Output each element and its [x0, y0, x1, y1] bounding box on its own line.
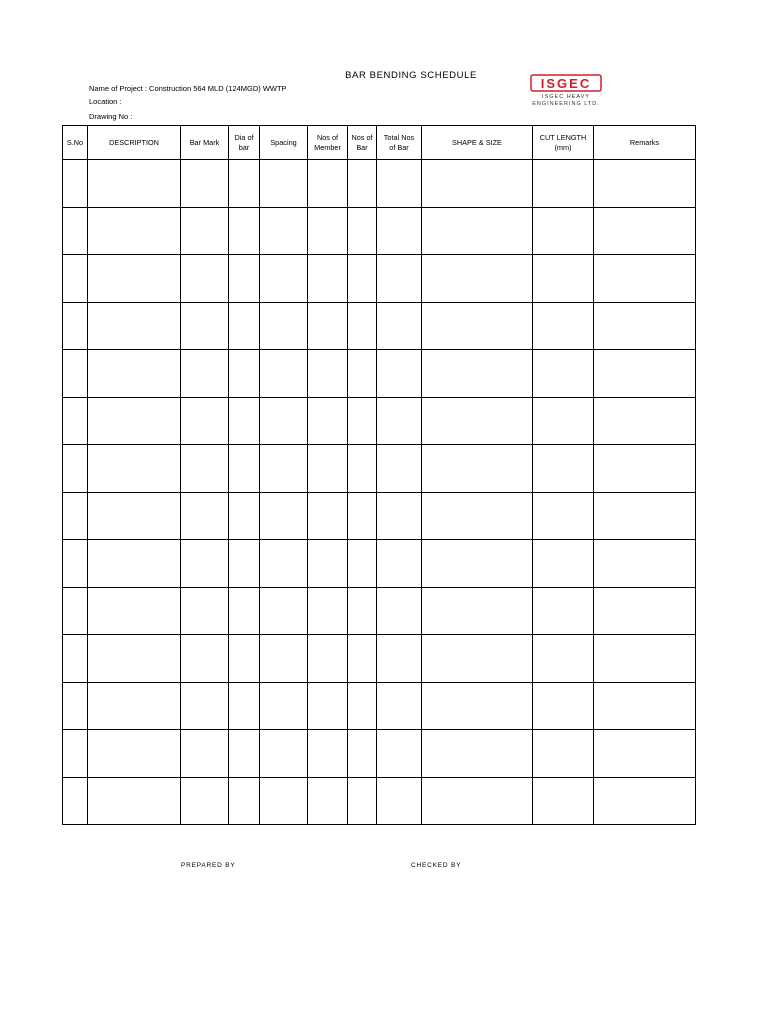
table-cell[interactable] — [181, 255, 229, 303]
table-cell[interactable] — [181, 587, 229, 635]
document-title: BAR BENDING SCHEDULE — [345, 70, 477, 81]
col-nos-bar-header: Nos of Bar — [348, 126, 377, 160]
table-cell[interactable] — [422, 207, 533, 255]
table-row — [63, 635, 696, 683]
table-cell[interactable] — [88, 302, 181, 350]
table-row — [63, 540, 696, 588]
table-cell[interactable] — [229, 682, 260, 730]
logo-wordmark: ISGEC — [540, 76, 592, 91]
table-cell[interactable] — [422, 445, 533, 493]
table-cell[interactable] — [260, 540, 308, 588]
table-cell[interactable] — [63, 445, 88, 493]
table-cell[interactable] — [594, 160, 696, 208]
table-cell[interactable] — [308, 730, 348, 778]
table-cell[interactable] — [533, 777, 594, 825]
table-row — [63, 302, 696, 350]
project-name: Name of Project : Construction 564 MLD (124MGD) WWTP — [89, 84, 287, 93]
table-row — [63, 492, 696, 540]
table-cell[interactable] — [229, 160, 260, 208]
table-cell[interactable] — [422, 635, 533, 683]
drawing-number-field: Drawing No : — [89, 112, 133, 121]
table-cell[interactable] — [308, 302, 348, 350]
table-cell[interactable] — [229, 207, 260, 255]
table-cell[interactable] — [348, 635, 377, 683]
table-cell[interactable] — [377, 160, 422, 208]
table-cell[interactable] — [308, 540, 348, 588]
table-cell[interactable] — [348, 350, 377, 398]
table-cell[interactable] — [88, 255, 181, 303]
table-cell[interactable] — [377, 350, 422, 398]
table-cell[interactable] — [594, 302, 696, 350]
table-cell[interactable] — [422, 350, 533, 398]
table-cell[interactable] — [377, 492, 422, 540]
table-row — [63, 777, 696, 825]
table-cell[interactable] — [377, 635, 422, 683]
table-cell[interactable] — [181, 445, 229, 493]
table-cell[interactable] — [260, 587, 308, 635]
table-cell[interactable] — [348, 730, 377, 778]
table-cell[interactable] — [181, 350, 229, 398]
table-cell[interactable] — [594, 397, 696, 445]
table-cell[interactable] — [422, 397, 533, 445]
table-cell[interactable] — [181, 492, 229, 540]
table-cell[interactable] — [229, 730, 260, 778]
table-cell[interactable] — [422, 255, 533, 303]
table-cell[interactable] — [348, 587, 377, 635]
table-cell[interactable] — [260, 445, 308, 493]
table-cell[interactable] — [533, 397, 594, 445]
table-cell[interactable] — [88, 635, 181, 683]
table-cell[interactable] — [348, 445, 377, 493]
table-cell[interactable] — [88, 445, 181, 493]
table-cell[interactable] — [594, 207, 696, 255]
table-cell[interactable] — [181, 682, 229, 730]
col-spacing-header: Spacing — [260, 126, 308, 160]
table-cell[interactable] — [533, 682, 594, 730]
table-cell[interactable] — [229, 302, 260, 350]
table-cell[interactable] — [594, 587, 696, 635]
table-cell[interactable] — [348, 777, 377, 825]
table-cell[interactable] — [229, 445, 260, 493]
table-cell[interactable] — [181, 160, 229, 208]
col-sno-header: S.No — [63, 126, 88, 160]
table-cell[interactable] — [422, 160, 533, 208]
table-cell[interactable] — [63, 255, 88, 303]
table-cell[interactable] — [308, 255, 348, 303]
table-row — [63, 397, 696, 445]
logo-line-2: ENGINEERING LTD. — [532, 101, 600, 107]
table-cell[interactable] — [260, 635, 308, 683]
table-cell[interactable] — [63, 492, 88, 540]
table-cell[interactable] — [533, 255, 594, 303]
table-cell[interactable] — [594, 255, 696, 303]
table-cell[interactable] — [348, 397, 377, 445]
table-row — [63, 160, 696, 208]
col-remarks-header: Remarks — [594, 126, 696, 160]
table-cell[interactable] — [181, 540, 229, 588]
table-row — [63, 730, 696, 778]
table-cell[interactable] — [533, 730, 594, 778]
table-cell[interactable] — [348, 255, 377, 303]
table-cell[interactable] — [377, 207, 422, 255]
table-cell[interactable] — [308, 682, 348, 730]
table-cell[interactable] — [422, 777, 533, 825]
table-cell[interactable] — [377, 540, 422, 588]
table-cell[interactable] — [533, 207, 594, 255]
col-description-header: DESCRIPTION — [88, 126, 181, 160]
table-cell[interactable] — [229, 492, 260, 540]
table-cell[interactable] — [308, 397, 348, 445]
table-cell[interactable] — [88, 160, 181, 208]
table-cell[interactable] — [377, 445, 422, 493]
table-cell[interactable] — [348, 492, 377, 540]
table-cell[interactable] — [181, 302, 229, 350]
prepared-by-label: PREPARED BY — [181, 862, 236, 869]
table-cell[interactable] — [594, 350, 696, 398]
table-cell[interactable] — [377, 777, 422, 825]
table-row — [63, 445, 696, 493]
table-cell[interactable] — [88, 540, 181, 588]
table-cell[interactable] — [308, 777, 348, 825]
table-cell[interactable] — [594, 492, 696, 540]
table-cell[interactable] — [63, 207, 88, 255]
table-header-row — [63, 126, 696, 160]
table-cell[interactable] — [377, 587, 422, 635]
table-row — [63, 350, 696, 398]
table-cell[interactable] — [229, 350, 260, 398]
table-cell[interactable] — [88, 587, 181, 635]
table-cell[interactable] — [260, 730, 308, 778]
table-cell[interactable] — [308, 635, 348, 683]
table-cell[interactable] — [88, 730, 181, 778]
table-cell[interactable] — [181, 397, 229, 445]
table-cell[interactable] — [594, 540, 696, 588]
table-cell[interactable] — [260, 777, 308, 825]
table-row — [63, 255, 696, 303]
table-cell[interactable] — [260, 350, 308, 398]
table-cell[interactable] — [229, 397, 260, 445]
col-total-nos-header: Total Nos of Bar — [377, 126, 422, 160]
table-cell[interactable] — [229, 777, 260, 825]
table-cell[interactable] — [533, 445, 594, 493]
table-cell[interactable] — [63, 730, 88, 778]
table-cell[interactable] — [422, 587, 533, 635]
table-cell[interactable] — [377, 397, 422, 445]
table-cell[interactable] — [533, 540, 594, 588]
table-cell[interactable] — [422, 492, 533, 540]
table-cell[interactable] — [422, 730, 533, 778]
col-bar-mark-header: Bar Mark — [181, 126, 229, 160]
table-cell[interactable] — [260, 255, 308, 303]
table-cell[interactable] — [377, 255, 422, 303]
table-cell[interactable] — [260, 207, 308, 255]
table-cell[interactable] — [260, 397, 308, 445]
table-cell[interactable] — [533, 635, 594, 683]
col-nos-member-header: Nos of Member — [308, 126, 348, 160]
col-shape-size-header: SHAPE & SIZE — [422, 126, 533, 160]
table-cell[interactable] — [229, 255, 260, 303]
table-cell[interactable] — [348, 302, 377, 350]
location-field: Location : — [89, 97, 122, 106]
table-cell[interactable] — [348, 540, 377, 588]
table-cell[interactable] — [63, 587, 88, 635]
table-cell[interactable] — [594, 445, 696, 493]
table-cell[interactable] — [88, 777, 181, 825]
table-cell[interactable] — [88, 492, 181, 540]
table-cell[interactable] — [181, 777, 229, 825]
table-cell[interactable] — [308, 445, 348, 493]
table-cell[interactable] — [63, 777, 88, 825]
table-cell[interactable] — [181, 635, 229, 683]
table-cell[interactable] — [88, 397, 181, 445]
table-cell[interactable] — [229, 540, 260, 588]
table-cell[interactable] — [533, 350, 594, 398]
table-cell[interactable] — [63, 540, 88, 588]
table-cell[interactable] — [229, 635, 260, 683]
bar-bending-table — [62, 125, 696, 825]
table-cell[interactable] — [422, 682, 533, 730]
table-cell[interactable] — [533, 587, 594, 635]
checked-by-label: CHECKED BY — [411, 862, 462, 869]
table-cell[interactable] — [260, 302, 308, 350]
table-cell[interactable] — [260, 160, 308, 208]
table-cell[interactable] — [308, 350, 348, 398]
table-cell[interactable] — [533, 302, 594, 350]
table-cell[interactable] — [88, 207, 181, 255]
table-cell[interactable] — [63, 397, 88, 445]
table-cell[interactable] — [308, 160, 348, 208]
table-cell[interactable] — [377, 302, 422, 350]
table-cell[interactable] — [88, 682, 181, 730]
table-cell[interactable] — [348, 160, 377, 208]
logo-line-1: ISGEC HEAVY — [542, 94, 590, 100]
company-logo — [517, 72, 617, 108]
table-cell[interactable] — [229, 587, 260, 635]
table-cell[interactable] — [594, 730, 696, 778]
table-row — [63, 587, 696, 635]
table-cell[interactable] — [88, 350, 181, 398]
table-cell[interactable] — [422, 302, 533, 350]
table-cell[interactable] — [181, 207, 229, 255]
table-cell[interactable] — [63, 350, 88, 398]
table-cell[interactable] — [308, 492, 348, 540]
table-cell[interactable] — [260, 682, 308, 730]
table-cell[interactable] — [181, 730, 229, 778]
table-cell[interactable] — [594, 635, 696, 683]
table-cell[interactable] — [533, 492, 594, 540]
table-cell[interactable] — [422, 540, 533, 588]
col-cut-length-header: CUT LENGTH (mm) — [533, 126, 594, 160]
col-dia-header: Dia of bar — [229, 126, 260, 160]
table-cell[interactable] — [594, 682, 696, 730]
table-cell[interactable] — [594, 777, 696, 825]
table-row — [63, 682, 696, 730]
table-cell[interactable] — [63, 635, 88, 683]
table-cell[interactable] — [377, 682, 422, 730]
table-cell[interactable] — [63, 682, 88, 730]
table-cell[interactable] — [377, 730, 422, 778]
table-cell[interactable] — [348, 207, 377, 255]
table-cell[interactable] — [63, 302, 88, 350]
table-cell[interactable] — [533, 160, 594, 208]
table-cell[interactable] — [308, 207, 348, 255]
table-cell[interactable] — [308, 587, 348, 635]
table-cell[interactable] — [260, 492, 308, 540]
table-row — [63, 207, 696, 255]
table-cell[interactable] — [63, 160, 88, 208]
table-cell[interactable] — [348, 682, 377, 730]
